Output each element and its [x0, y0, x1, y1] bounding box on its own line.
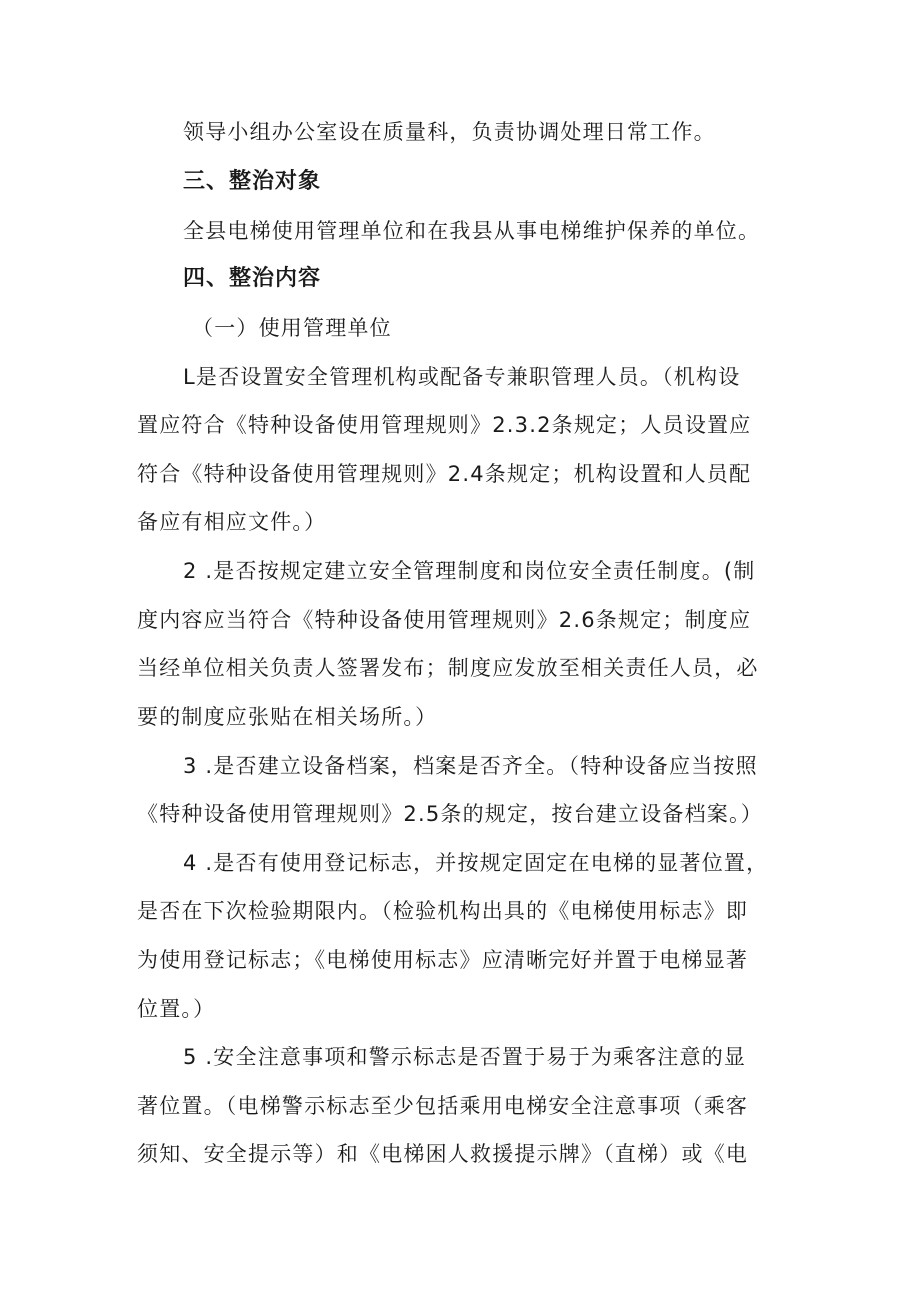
item-2-line-2: 度内容应当符合《特种设备使用管理规则》2.6条规定；制度应	[137, 608, 752, 632]
item-1-line-2: 置应符合《特种设备使用管理规则》2.3.2条规定；人员设置应	[137, 413, 752, 437]
item-1-line-4: 备应有相应文件。）	[137, 510, 327, 534]
item-4-line-2: 是否在下次检验期限内。（检验机构出具的《电梯使用标志》即	[137, 899, 749, 923]
section-heading-four: 四、整治内容	[183, 266, 322, 291]
item-2-line-4: 要的制度应张贴在相关场所。）	[137, 705, 438, 729]
item-4-line-4: 位置。）	[137, 997, 216, 1021]
paragraph-line: 全县电梯使用管理单位和在我县从事电梯维护保养的单位。	[183, 219, 761, 243]
item-5-line-1: 5 .安全注意事项和警示标志是否置于易于为乘客注意的显	[183, 1045, 747, 1069]
item-1-line-3: 符合《特种设备使用管理规则》2.4条规定；机构设置和人员配	[137, 462, 752, 486]
item-2-line-3: 当经单位相关负责人签署发布；制度应发放至相关责任人员，必	[137, 656, 759, 680]
item-4-line-1: 4 .是否有使用登记标志，并按规定固定在电梯的显著位置，	[183, 851, 769, 875]
item-5-line-3: 须知、安全提示等）和《电梯困人救援提示牌》（直梯）或《电	[137, 1142, 749, 1166]
item-4-line-3: 为使用登记标志；《电梯使用标志》应清晰完好并置于电梯显著	[137, 948, 749, 972]
item-2-line-1: 2 .是否按规定建立安全管理制度和岗位安全责任制度。(制	[183, 559, 756, 583]
section-heading-three: 三、整治对象	[183, 169, 322, 194]
item-3-line-2: 《特种设备使用管理规则》2.5条的规定，按台建立设备档案。）	[137, 802, 763, 826]
item-3-line-1: 3 .是否建立设备档案，档案是否齐全。（特种设备应当按照	[183, 754, 758, 778]
item-1-line-1: L是否设置安全管理机构或配备专兼职管理人员。（机构设	[183, 365, 741, 389]
paragraph-line: 领导小组办公室设在质量科，负责协调处理日常工作。	[183, 120, 716, 144]
subsection-heading: （一）使用管理单位	[192, 316, 392, 340]
item-5-line-2: 著位置。（电梯警示标志至少包括乘用电梯安全注意事项（乘客	[137, 1094, 749, 1118]
